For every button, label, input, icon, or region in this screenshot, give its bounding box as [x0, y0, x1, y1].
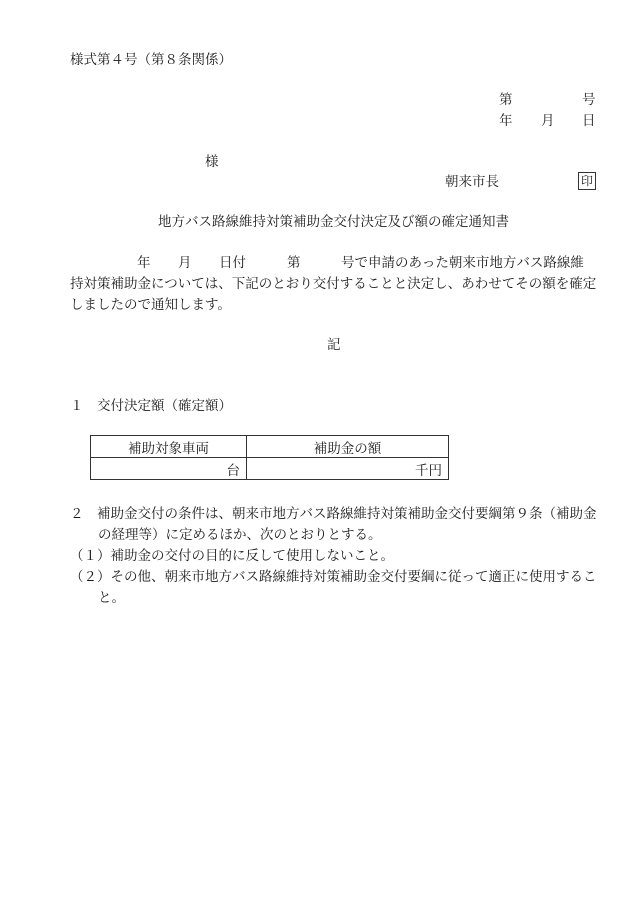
document-title: 地方バス路線維持対策補助金交付決定及び額の確定通知書: [158, 214, 509, 230]
doc-number-suffix: 号: [582, 92, 596, 108]
header-subsidy-amount: 補助金の額: [247, 436, 449, 458]
intro-day-date: 日付: [219, 255, 246, 271]
form-number: 様式第４号（第８条関係）: [70, 52, 232, 68]
date-day: 日: [582, 113, 596, 129]
header-vehicles: 補助対象車両: [91, 436, 247, 458]
section2-heading: ２ 補助金交付の条件は、朝来市地方バス路線維持対策補助金交付要綱第９条（補助金の経理等）に定めるほか、次のとおりとする。: [70, 506, 597, 543]
date-month: 月: [541, 113, 555, 129]
table-header-row: [91, 436, 449, 458]
intro-month: 月: [178, 255, 192, 271]
cell-amount-unit: 千円: [247, 458, 449, 480]
intro-body: 持対策補助金については、下記のとおり交付することと決定し、あわせてその額を確定しましたので通知します。: [70, 276, 597, 313]
condition-item: （１）補助金の交付の目的に反して使用しないこと。: [70, 548, 394, 564]
amount-table: [90, 435, 449, 480]
addressee-honorific: 様: [205, 154, 219, 170]
condition-item: （２）その他、朝来市地方バス路線維持対策補助金交付要綱に従って適正に使用すること。: [70, 569, 597, 606]
intro-line1-rest: 号で申請のあった朝来市地方バス路線維: [341, 255, 584, 271]
section1-heading: １ 交付決定額（確定額）: [70, 398, 232, 414]
intro-year: 年: [137, 255, 151, 271]
ki-heading: 記: [327, 337, 341, 353]
seal-mark: 印: [578, 172, 596, 190]
issuer-title: 朝来市長: [445, 174, 499, 190]
doc-number-prefix: 第: [499, 92, 513, 108]
cell-vehicles-unit: 台: [91, 458, 247, 480]
table-row: [91, 458, 449, 480]
intro-number-prefix: 第: [287, 255, 301, 271]
date-year: 年: [499, 113, 513, 129]
